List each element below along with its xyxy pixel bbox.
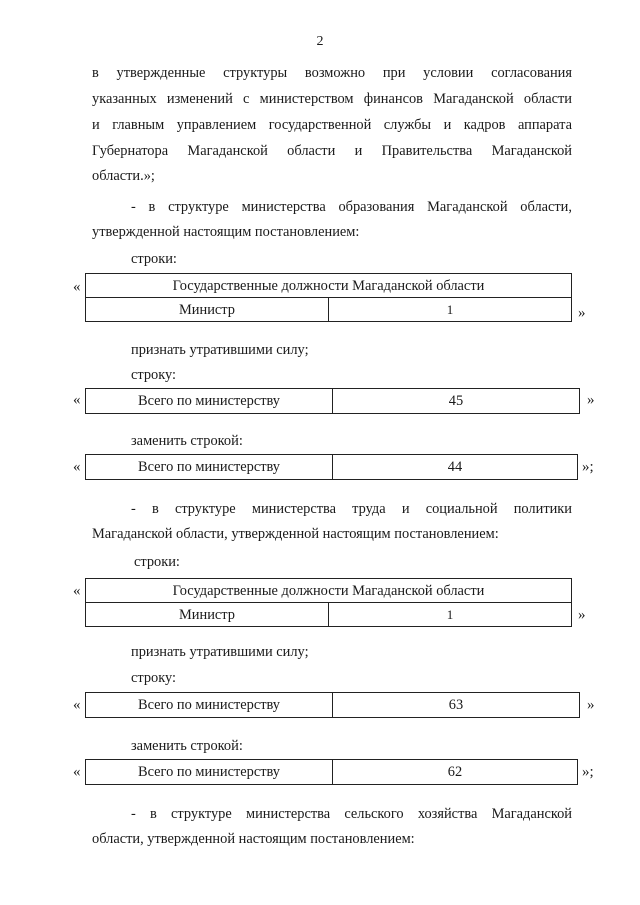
row-value: 1: [329, 603, 572, 627]
open-quote: «: [73, 392, 81, 408]
rows-label: строки:: [131, 251, 177, 267]
close-quote: »;: [582, 764, 594, 780]
paragraph-line: и главным управлением государственной службы и кадров аппарата: [92, 117, 572, 133]
old-total-table: [85, 692, 580, 718]
replace-text: заменить строкой:: [131, 433, 243, 449]
paragraph-line: Губернатора Магаданской области и Правительства Магаданской: [92, 143, 572, 159]
close-quote: »: [587, 697, 595, 713]
table-header: Государственные должности Магаданской области: [86, 579, 572, 603]
total-value: 44: [333, 455, 578, 480]
total-label: Всего по министерству: [86, 760, 333, 785]
open-quote: «: [73, 697, 81, 713]
open-quote: «: [73, 279, 81, 295]
new-total-table: [85, 759, 578, 785]
total-value: 45: [333, 389, 580, 414]
row-name: Министр: [86, 603, 329, 627]
rows-label: строки:: [134, 554, 180, 570]
row-value: 1: [329, 298, 572, 322]
total-value: 62: [333, 760, 578, 785]
open-quote: «: [73, 583, 81, 599]
section-intro: - в структуре министерства труда и социальной политики: [131, 501, 572, 517]
close-quote: »: [578, 305, 586, 321]
close-quote: »: [578, 607, 586, 623]
page-number: 2: [316, 34, 324, 49]
close-quote: »;: [582, 459, 594, 475]
new-total-table: [85, 454, 578, 480]
paragraph-line: в утвержденные структуры возможно при условии согласования: [92, 65, 572, 81]
invalidate-text: признать утратившими силу;: [131, 644, 309, 660]
row-name: Министр: [86, 298, 329, 322]
close-quote: »: [587, 392, 595, 408]
total-label: Всего по министерству: [86, 389, 333, 414]
section-intro: области, утвержденной настоящим постановлением:: [92, 831, 415, 847]
section-intro: - в структуре министерства образования Магаданской области,: [131, 199, 572, 215]
positions-table: [85, 273, 572, 322]
section-intro: утвержденной настоящим постановлением:: [92, 224, 360, 240]
total-label: Всего по министерству: [86, 693, 333, 718]
section-intro: Магаданской области, утвержденной настоящим постановлением:: [92, 526, 499, 542]
old-total-table: [85, 388, 580, 414]
open-quote: «: [73, 459, 81, 475]
table-header: Государственные должности Магаданской области: [86, 274, 572, 298]
paragraph-line: области.»;: [92, 168, 155, 184]
total-label: Всего по министерству: [86, 455, 333, 480]
open-quote: «: [73, 764, 81, 780]
paragraph-line: указанных изменений с министерством финансов Магаданской области: [92, 91, 572, 107]
row-label: строку:: [131, 670, 177, 686]
section-intro: - в структуре министерства сельского хозяйства Магаданской: [131, 806, 572, 822]
total-value: 63: [333, 693, 580, 718]
invalidate-text: признать утратившими силу;: [131, 342, 309, 358]
replace-text: заменить строкой:: [131, 738, 243, 754]
positions-table: [85, 578, 572, 627]
row-label: строку:: [131, 367, 177, 383]
